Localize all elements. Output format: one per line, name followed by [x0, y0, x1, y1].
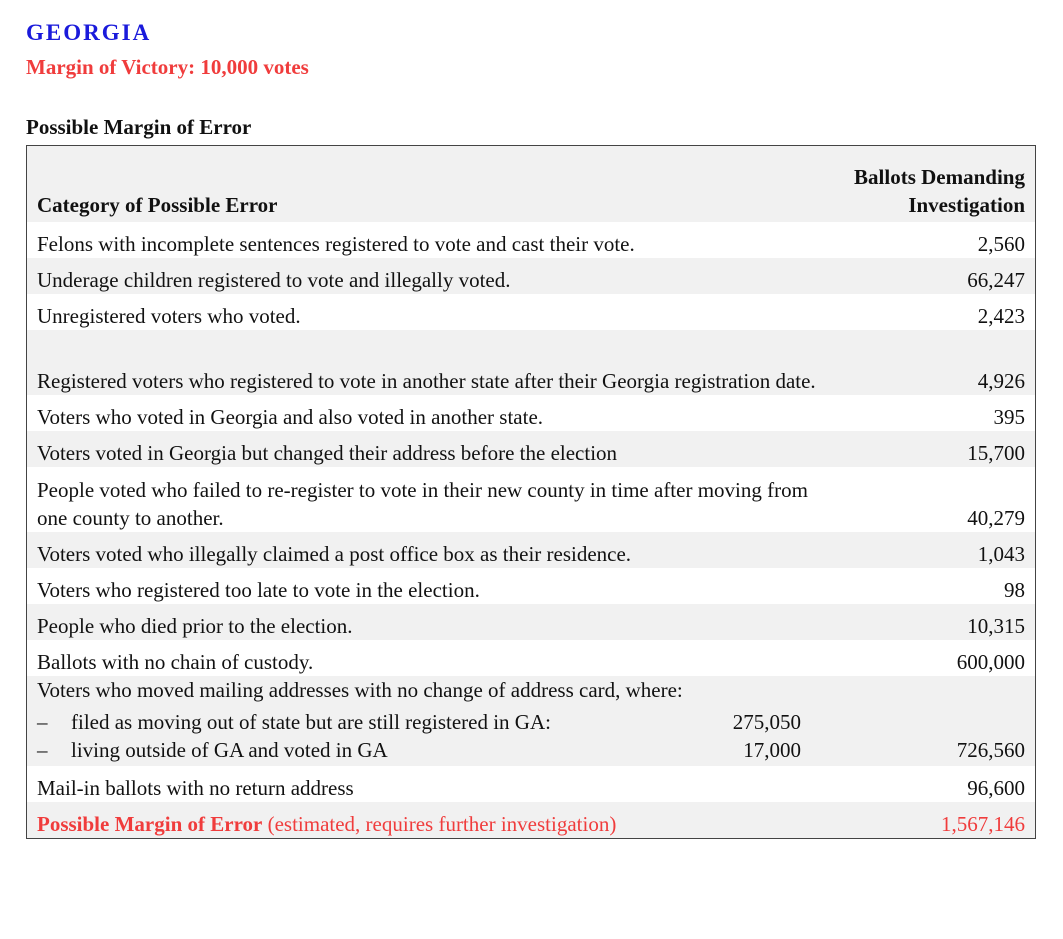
table-row [27, 640, 1036, 676]
column-header-category: Category of Possible Error [27, 146, 845, 223]
column-header-ballots-line2: Investigation [908, 193, 1025, 217]
total-row [27, 802, 1036, 839]
row-value: 66,247 [844, 258, 1035, 294]
table-row [27, 294, 1036, 330]
mailing-subitem [37, 708, 834, 736]
dash-marker: – [37, 738, 48, 762]
row-category: Mail-in ballots with no return address [27, 766, 845, 802]
row-value: 2,423 [844, 294, 1035, 330]
table-row [27, 766, 1036, 802]
row-value: 600,000 [844, 640, 1035, 676]
table-row [27, 431, 1036, 467]
row-value: 726,560 [844, 676, 1035, 766]
row-category: Underage children registered to vote and illegally voted. [27, 258, 845, 294]
table-row [27, 330, 1036, 395]
margin-of-victory: Margin of Victory: 10,000 votes [26, 55, 309, 79]
column-header-ballots [844, 146, 1035, 223]
row-value: 10,315 [844, 604, 1035, 640]
row-category: Unregistered voters who voted. [27, 294, 845, 330]
row-category: Ballots with no chain of custody. [27, 640, 845, 676]
row-category: Voters who voted in Georgia and also voted in another state. [27, 395, 845, 431]
row-category: Voters who registered too late to vote in the election. [27, 568, 845, 604]
table-header-row [27, 146, 1036, 223]
table-row [27, 395, 1036, 431]
total-label-bold: Possible Margin of Error [37, 812, 263, 836]
row-category: People voted who failed to re-register to vote in their new county in time after moving from one county to another. [27, 467, 845, 532]
error-table [26, 145, 1036, 839]
table-row [27, 568, 1036, 604]
row-value: 96,600 [844, 766, 1035, 802]
row-category: Felons with incomplete sentences registered to vote and cast their vote. [27, 222, 845, 258]
table-row [27, 258, 1036, 294]
row-value: 98 [844, 568, 1035, 604]
state-title: GEORGIA [26, 20, 152, 45]
mailing-subitem-text: filed as moving out of state but are still registered in GA: [71, 710, 551, 734]
mailing-subitem-value: 275,050 [732, 710, 801, 734]
row-category: Voters voted who illegally claimed a post office box as their residence. [27, 532, 845, 568]
row-value: 1,043 [844, 532, 1035, 568]
row-value: 395 [844, 395, 1035, 431]
mailing-category: Voters who moved mailing addresses with no change of address card, where: [37, 678, 683, 702]
mailing-subitem-value: 17,000 [743, 738, 801, 762]
section-title: Possible Margin of Error [26, 115, 252, 139]
row-category: Registered voters who registered to vote in another state after their Georgia registration date. [27, 330, 845, 395]
table-row [27, 604, 1036, 640]
row-category: Voters voted in Georgia but changed their address before the election [27, 431, 845, 467]
table-row [27, 532, 1036, 568]
row-category [27, 676, 845, 766]
table-row [27, 467, 1036, 532]
dash-marker: – [37, 710, 48, 734]
row-value: 4,926 [844, 330, 1035, 395]
mailing-subitem [37, 736, 834, 764]
table-row-mailing [27, 676, 1036, 766]
total-value: 1,567,146 [844, 802, 1035, 839]
row-value: 2,560 [844, 222, 1035, 258]
row-value: 40,279 [844, 467, 1035, 532]
row-value: 15,700 [844, 431, 1035, 467]
table-row [27, 222, 1036, 258]
row-category: People who died prior to the election. [27, 604, 845, 640]
mailing-subitem-text: living outside of GA and voted in GA [71, 738, 388, 762]
total-label-note: (estimated, requires further investigation) [262, 812, 617, 836]
column-header-ballots-line1: Ballots Demanding [854, 165, 1025, 189]
total-label [27, 802, 845, 839]
